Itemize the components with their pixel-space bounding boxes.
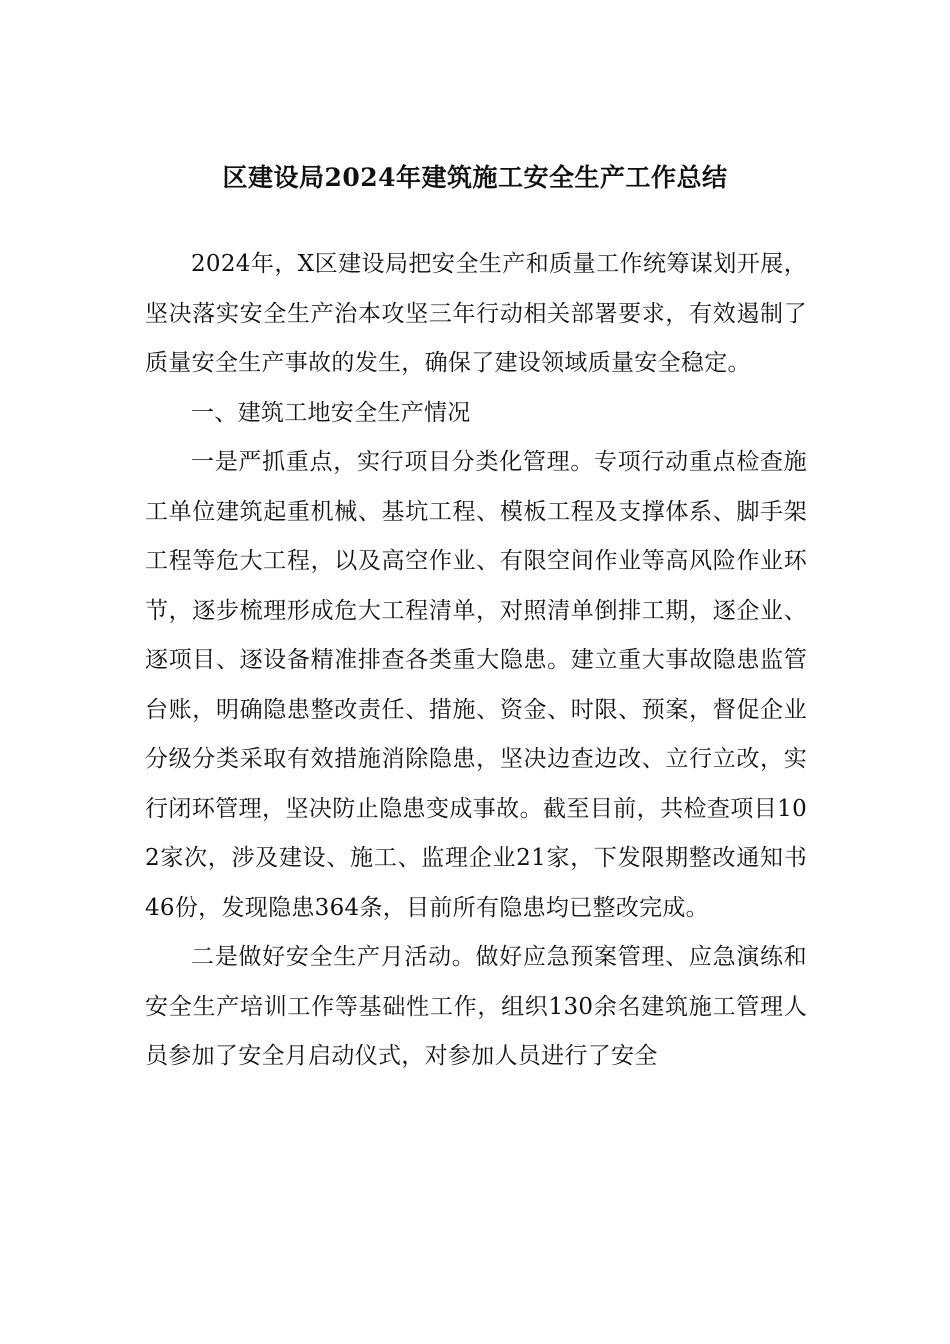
- document-title: 区建设局2024年建筑施工安全生产工作总结: [222, 163, 728, 192]
- section-heading: 一、建筑工地安全生产情况: [191, 399, 471, 426]
- paragraph-safety-month: 二是做好安全生产月活动。做好应急预案管理、应急演练和安全生产培训工作等基础性工作，组织130余名建筑施工管理人员参加了安全月启动仪式，对参加人员进行了安全: [145, 944, 807, 1069]
- document-body: [145, 240, 807, 1082]
- paragraph-key-focus: 一是严抓重点，实行项目分类化管理。专项行动重点检查施工单位建筑起重机械、基坑工程、模板工程及支撑体系、脚手架工程等危大工程，以及高空作业、有限空间作业等高风险作业环节，逐步梳理形成危大工程清单，对照清单倒排工期，逐企业、逐项目、逐设备精准排查各类重大隐患。建立重大事故隐患监管台账，明确隐患整改责任、措施、资金、时限、预案，督促企业分级分类采取有效措施消除隐患，坚决边查边改、立行立改，实行闭环管理，坚决防止隐患变成事故。截至目前，共检查项目102家次，涉及建设、施工、监理企业21家，下发限期整改通知书46份，发现隐患364条，目前所有隐患均已整改完成。: [145, 449, 807, 921]
- paragraph-intro: 2024年，X区建设局把安全生产和质量工作统筹谋划开展，坚决落实安全生产治本攻坚三年行动相关部署要求，有效遏制了质量安全生产事故的发生，确保了建设领域质量安全稳定。: [145, 251, 807, 376]
